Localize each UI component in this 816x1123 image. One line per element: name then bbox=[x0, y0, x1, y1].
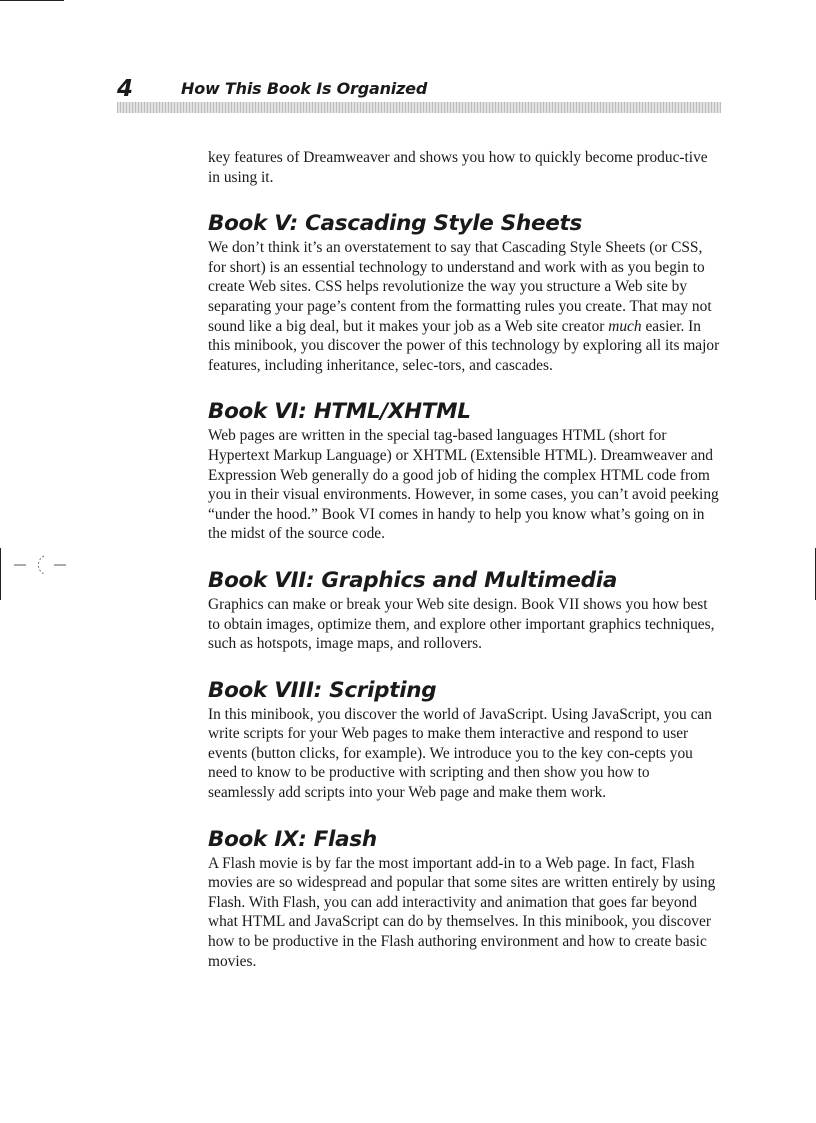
crop-mark-left bbox=[0, 548, 1, 600]
section-heading-graphics: Book VII: Graphics and Multimedia bbox=[208, 567, 618, 593]
css-body-part-1: We don’t think it’s an overstatement to say that Cascading Style Sheets (or CSS, for short) is an essential technology to understand and work with as you begin to create Web sites. CSS helps revolutionize the way you structure a Web site by separating your page’s content from the formatting rules you create. That may not sound like a big deal, but it makes your job as a Web site creator bbox=[208, 239, 712, 335]
section-body-flash: A Flash movie is by far the most important add-in to a Web page. In fact, Flash movies are so widespread and popular that some sites are written entirely by using Flash. With Flash, you can add interactivity and animation that goes far beyond what HTML and JavaScript can do by themselves. In this minibook, you discover how to be productive in the Flash authoring environment and how to create basic movies. bbox=[208, 854, 716, 970]
section-body-graphics: Graphics can make or break your Web site design. Book VII shows you how best to obtain images, optimize them, and explore other important graphics techniques, such as hotspots, image maps, and rollovers. bbox=[208, 595, 715, 653]
registration-mark-icon bbox=[14, 552, 66, 578]
section-heading-scripting: Book VIII: Scripting bbox=[208, 677, 437, 703]
header-rule bbox=[117, 102, 721, 113]
section-body-css bbox=[208, 238, 720, 375]
page-body bbox=[208, 148, 720, 971]
chapter-title: How This Book Is Organized bbox=[181, 79, 428, 98]
intro-paragraph: key features of Dreamweaver and shows you how to quickly become produc-tive in using it. bbox=[208, 149, 708, 186]
section-heading-css: Book V: Cascading Style Sheets bbox=[208, 211, 582, 237]
section-body-html: Web pages are written in the special tag-based languages HTML (short for Hypertext Markup Language) or XHTML (Extensible HTML). Dreamweaver and Expression Web generally do a good job of hiding the complex HTML code from you in their visual environments. However, in some cases, you can’t avoid peeking “under the hood.” Book VI comes in handy to help you know what’s going on in the midst of the source code. bbox=[208, 427, 719, 543]
section-body-scripting: In this minibook, you discover the world of JavaScript. Using JavaScript, you can write scripts for your Web pages to make them interactive and respond to user events (button clicks, for example). We introduce you to the key con-cepts you need to know to be productive with scripting and then show you how to seamlessly add scripts into your Web page and make them work. bbox=[208, 705, 712, 802]
css-body-emphasis: much bbox=[608, 317, 642, 335]
section-heading-flash: Book IX: Flash bbox=[208, 826, 377, 852]
page-number: 4 bbox=[117, 76, 134, 102]
css-body-part-2: easier. In this minibook, you discover the power of this technology by exploring all its major features, including inheritance, selec-tors, and cascades. bbox=[208, 317, 720, 374]
crop-mark-top bbox=[0, 0, 64, 1]
section-heading-html: Book VI: HTML/XHTML bbox=[208, 399, 471, 425]
